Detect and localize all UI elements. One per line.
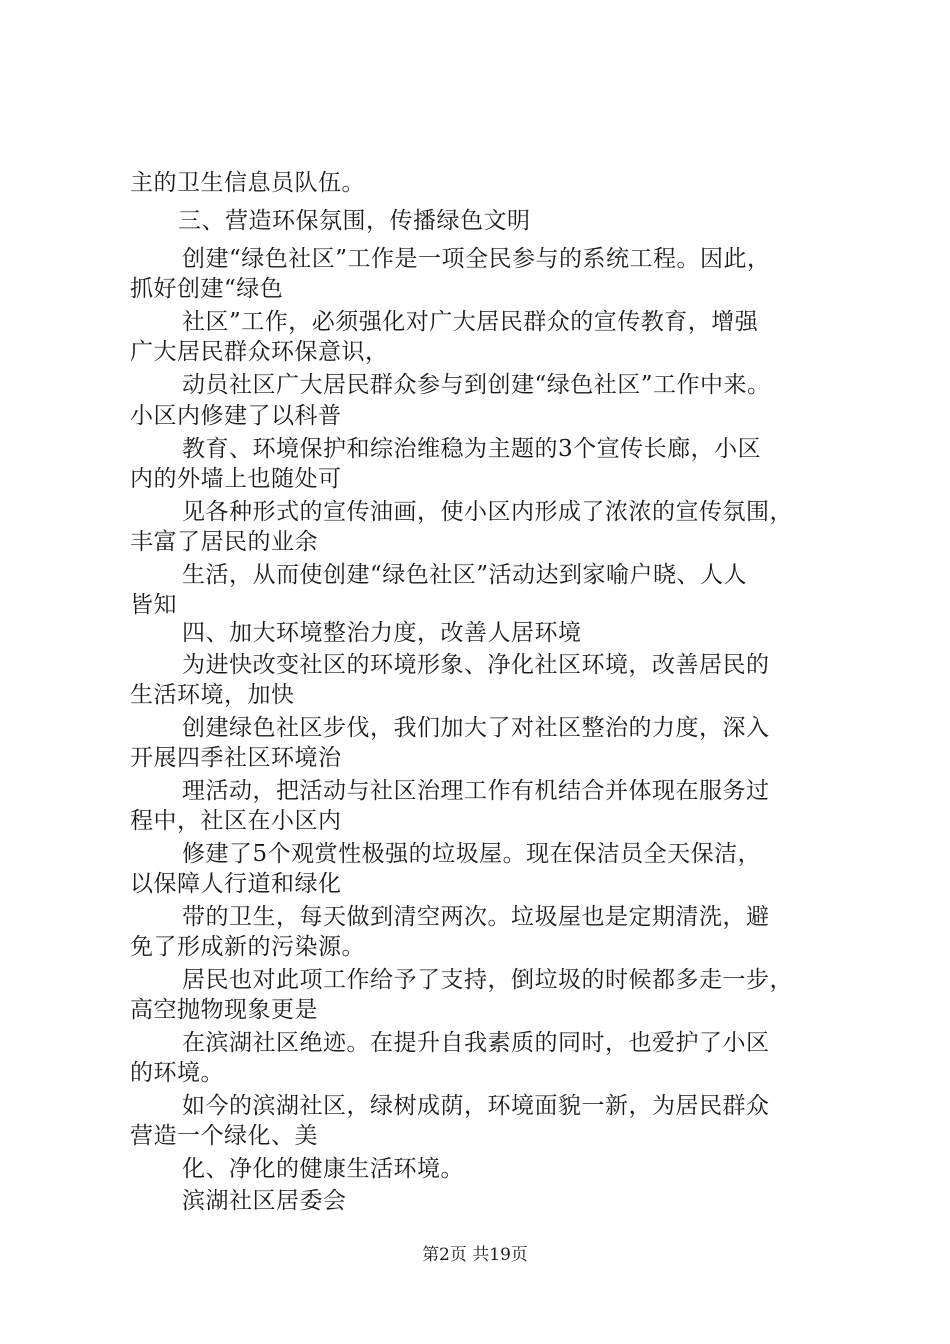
text-line: 在滨湖社区绝迹。在提升自我素质的同时，也爱护了小区 (182, 1030, 770, 1056)
text-line: 皆知 (130, 592, 177, 618)
text-line: 动员社区广大居民群众参与到创建“绿色社区”工作中来。 (182, 372, 771, 398)
text-line: 高空抛物现象更是 (130, 997, 318, 1023)
signature-line: 滨湖社区居委会 (182, 1188, 347, 1214)
text-line: 免了形成新的污染源。 (130, 934, 365, 960)
text-line: 见各种形式的宣传油画，使小区内形成了浓浓的宣传氛围， (182, 499, 793, 525)
text-line: 如今的滨湖社区，绿树成荫，环境面貌一新，为居民群众 (182, 1093, 770, 1119)
text-line: 以保障人行道和绿化 (130, 871, 342, 897)
text-line: 主的卫生信息员队伍。 (130, 170, 365, 196)
text-line: 教育、环境保护和综治维稳为主题的3个宣传长廊，小区 (182, 436, 762, 462)
text-line: 生活环境，加快 (130, 682, 295, 708)
text-line: 为进快改变社区的环境形象、净化社区环境，改善居民的 (182, 652, 770, 678)
text-line: 程中，社区在小区内 (130, 808, 342, 834)
text-line: 居民也对此项工作给予了支持，倒垃圾的时候都多走一步， (182, 967, 793, 993)
text-line: 创建“绿色社区”工作是一项全民参与的系统工程。因此， (182, 246, 771, 272)
text-line: 小区内修建了以科普 (130, 403, 342, 429)
text-line: 内的外墙上也随处可 (130, 466, 342, 492)
text-line: 营造一个绿化、美 (130, 1123, 318, 1149)
section-heading: 三、营造环保氛围，传播绿色文明 (178, 208, 531, 234)
text-line: 理活动，把活动与社区治理工作有机结合并体现在服务过 (182, 778, 770, 804)
section-heading: 四、加大环境整治力度，改善人居环境 (182, 620, 582, 646)
text-line: 的环境。 (130, 1060, 224, 1086)
text-line: 创建绿色社区步伐，我们加大了对社区整治的力度，深入 (182, 715, 770, 741)
text-line: 化、净化的健康生活环境。 (182, 1156, 464, 1182)
text-line: 丰富了居民的业余 (130, 529, 318, 555)
text-line: 开展四季社区环境治 (130, 745, 342, 771)
text-line: 生活，从而使创建“绿色社区”活动达到家喻户晓、人人 (182, 562, 748, 588)
text-line: 社区”工作，必须强化对广大居民群众的宣传教育，增强 (182, 309, 759, 335)
text-line: 修建了5个观赏性极强的垃圾屋。现在保洁员全天保洁， (182, 841, 762, 867)
text-line: 抓好创建“绿色 (130, 276, 284, 302)
page-footer (0, 1243, 950, 1267)
text-line: 广大居民群众环保意识， (130, 339, 389, 365)
text-line: 带的卫生，每天做到清空两次。垃圾屋也是定期清洗，避 (182, 904, 770, 930)
page-number: 第2页 共19页 (422, 1245, 528, 1265)
